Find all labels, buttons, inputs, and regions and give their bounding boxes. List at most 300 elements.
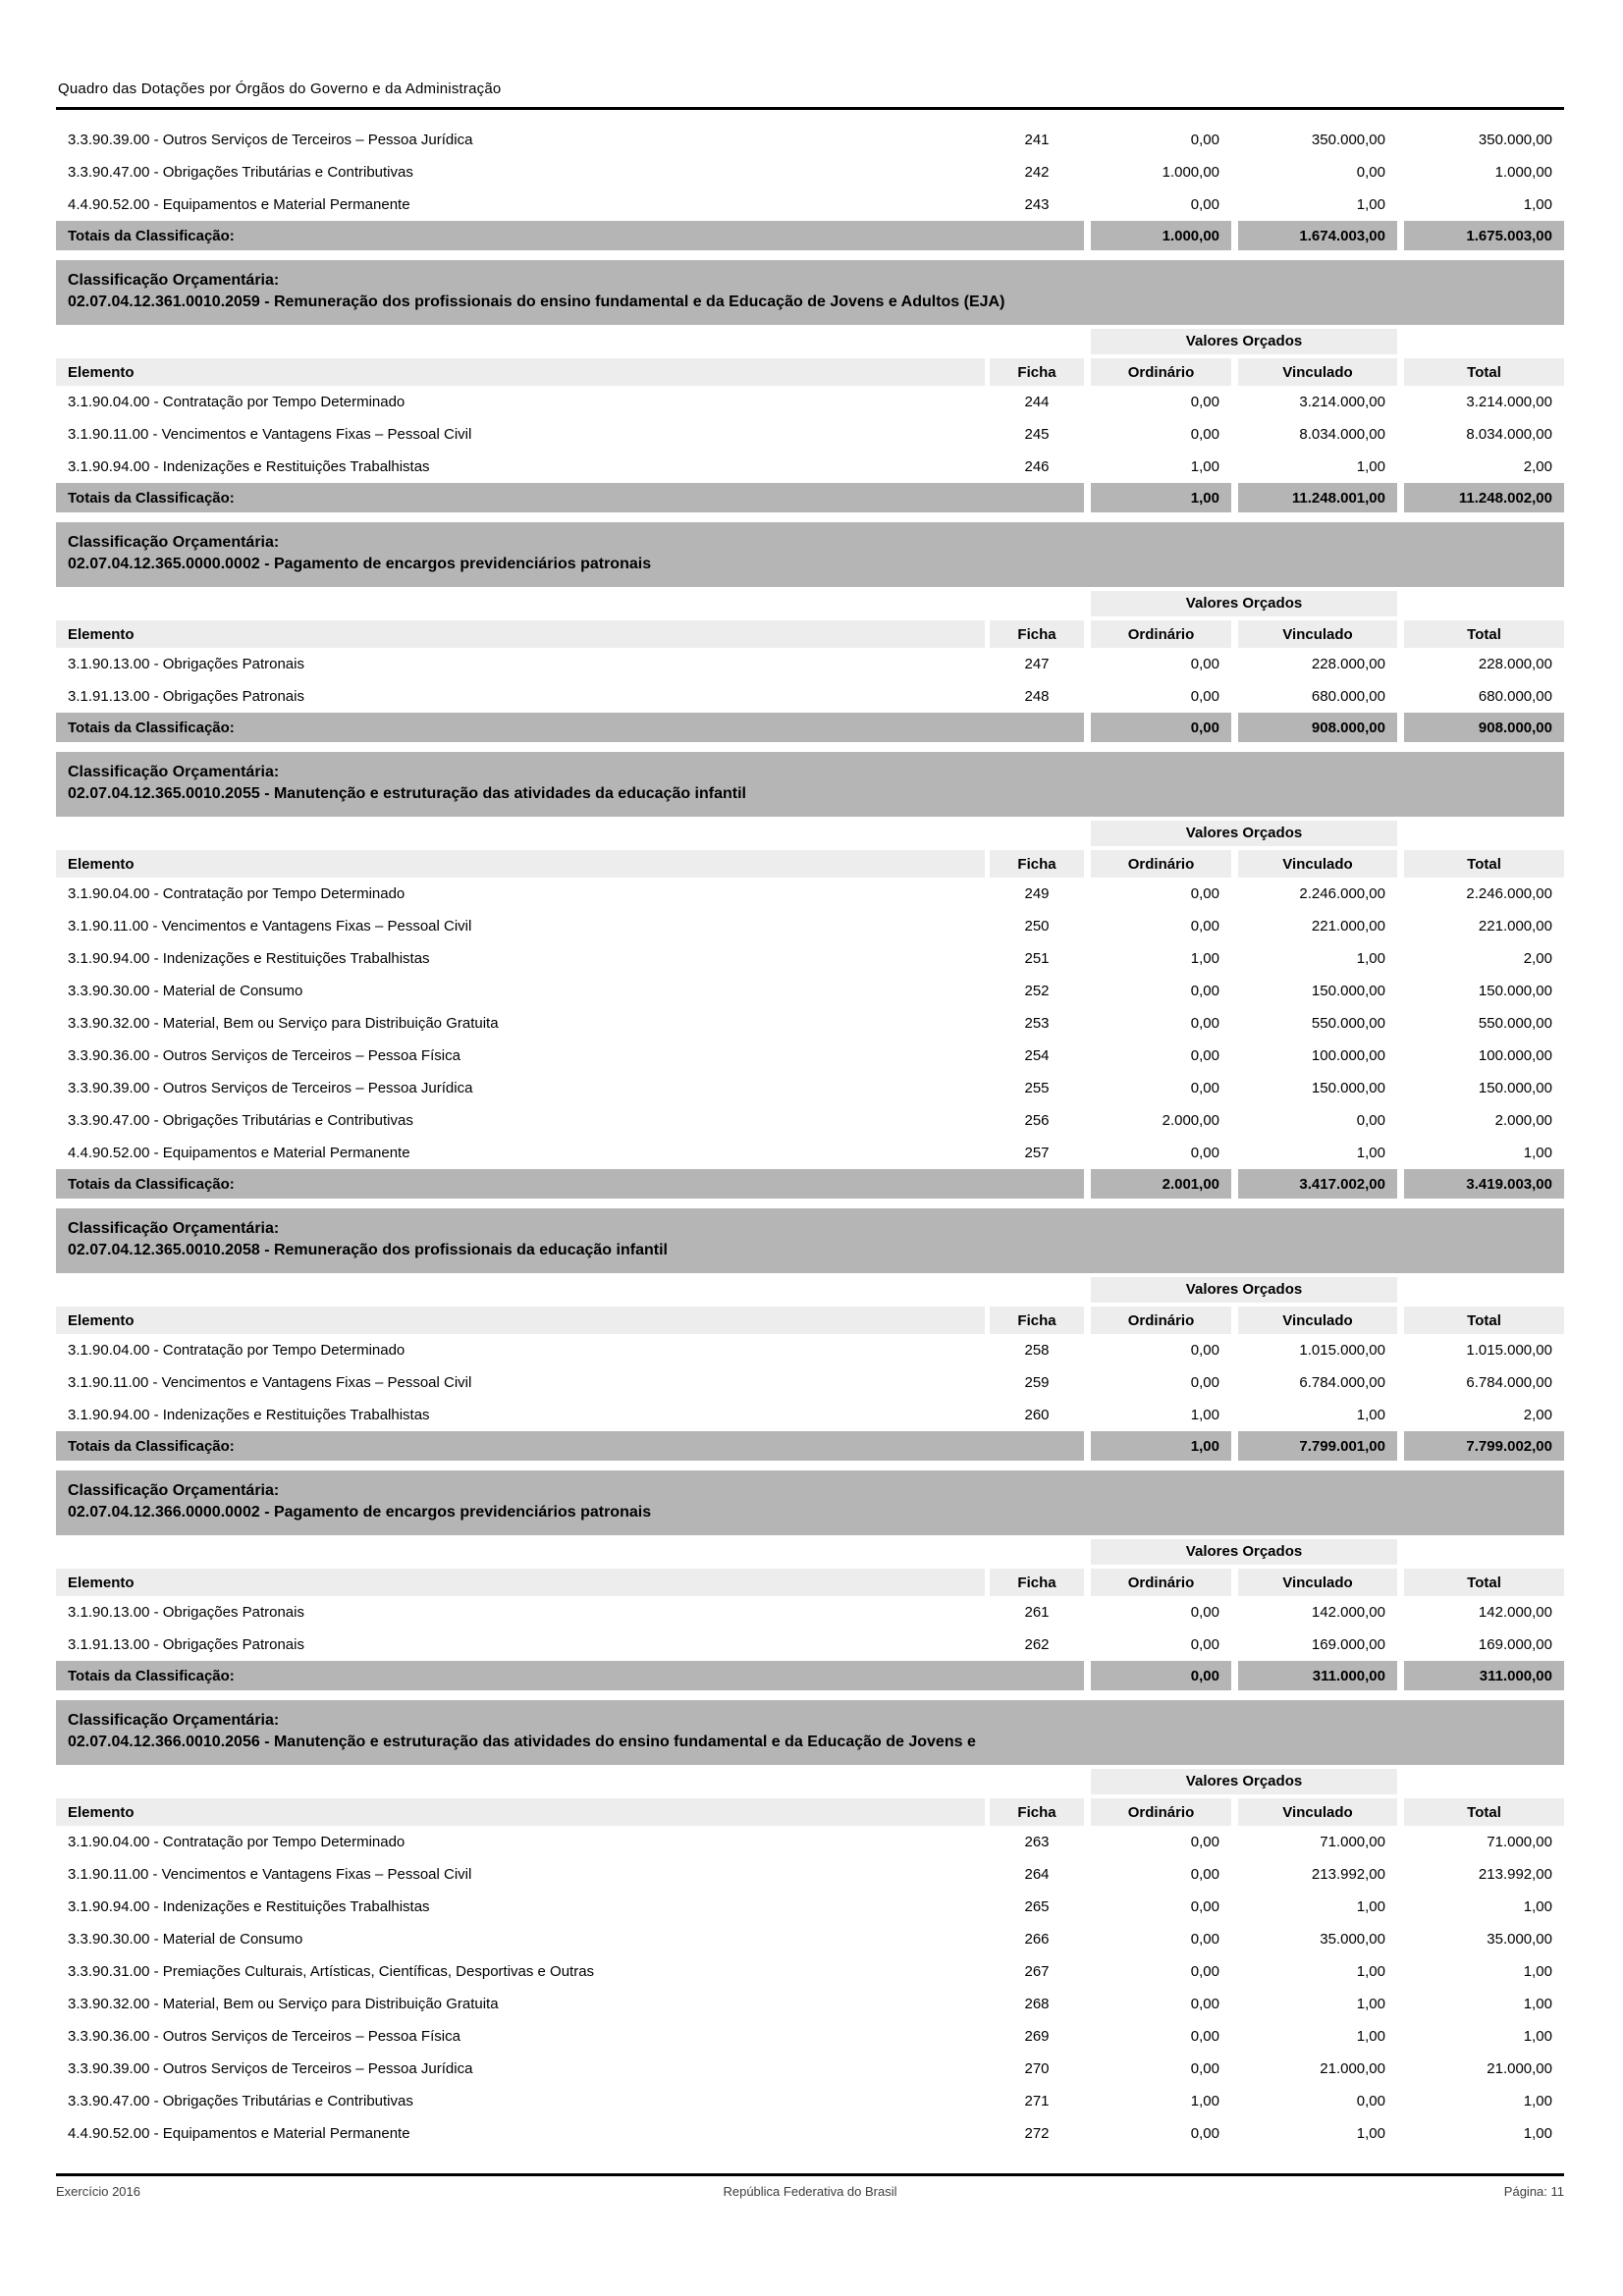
table-row bbox=[56, 451, 1564, 483]
totals-total: 1.675.003,00 bbox=[1404, 221, 1564, 250]
totals-ordinario: 1,00 bbox=[1091, 1431, 1231, 1461]
table-row bbox=[56, 680, 1564, 713]
table-row bbox=[56, 1104, 1564, 1137]
row-total: 350.000,00 bbox=[1478, 132, 1552, 148]
row-elemento: 3.1.90.04.00 - Contratação por Tempo Determinado bbox=[68, 394, 406, 410]
row-ordinario: 0,00 bbox=[1190, 2060, 1219, 2077]
row-total: 1,00 bbox=[1523, 2093, 1552, 2109]
row-total: 2,00 bbox=[1523, 950, 1552, 967]
row-total: 1,00 bbox=[1523, 2028, 1552, 2045]
classification-band bbox=[56, 1208, 1564, 1273]
column-header-elemento: Elemento bbox=[56, 1569, 985, 1596]
row-vinculado: 0,00 bbox=[1356, 1112, 1385, 1129]
column-header-vinculado: Vinculado bbox=[1238, 1798, 1397, 1826]
row-ficha: 243 bbox=[1024, 196, 1050, 213]
row-total: 2.246.000,00 bbox=[1466, 885, 1552, 902]
row-total: 680.000,00 bbox=[1478, 688, 1552, 705]
row-total: 142.000,00 bbox=[1478, 1604, 1552, 1621]
row-elemento: 3.3.90.36.00 - Outros Serviços de Terceiros – Pessoa Física bbox=[68, 2028, 460, 2045]
table-row bbox=[56, 1858, 1564, 1891]
table-header-row bbox=[56, 850, 1564, 878]
row-ordinario: 0,00 bbox=[1190, 983, 1219, 999]
classification-band bbox=[56, 522, 1564, 587]
row-ordinario: 0,00 bbox=[1190, 885, 1219, 902]
row-vinculado: 169.000,00 bbox=[1311, 1636, 1385, 1653]
row-ficha: 256 bbox=[1024, 1112, 1050, 1129]
row-elemento: 3.1.90.11.00 - Vencimentos e Vantagens Fixas – Pessoal Civil bbox=[68, 1866, 472, 1883]
column-header-ordinario: Ordinário bbox=[1091, 850, 1231, 878]
classification-label: Classificação Orçamentária: bbox=[68, 1712, 280, 1729]
column-header-elemento: Elemento bbox=[56, 850, 985, 878]
classification-band bbox=[56, 1700, 1564, 1765]
row-vinculado: 1,00 bbox=[1356, 1407, 1385, 1423]
valores-orcados-label: Valores Orçados bbox=[1091, 1769, 1397, 1794]
table-row bbox=[56, 2117, 1564, 2150]
totals-vinculado: 1.674.003,00 bbox=[1238, 221, 1397, 250]
column-header-elemento: Elemento bbox=[56, 358, 985, 386]
row-ficha: 245 bbox=[1024, 426, 1050, 443]
row-elemento: 3.3.90.32.00 - Material, Bem ou Serviço para Distribuição Gratuita bbox=[68, 1015, 499, 1032]
row-total: 150.000,00 bbox=[1478, 983, 1552, 999]
classification-label: Classificação Orçamentária: bbox=[68, 272, 280, 289]
footer-left-text: Exercício 2016 bbox=[56, 2184, 140, 2199]
totals-label: Totais da Classificação: bbox=[56, 1431, 1084, 1461]
row-vinculado: 1,00 bbox=[1356, 196, 1385, 213]
column-header-ordinario: Ordinário bbox=[1091, 1569, 1231, 1596]
classification-code: 02.07.04.12.361.0010.2059 - Remuneração dos profissionais do ensino fundamental e da Educação de Jovens e Adultos (EJA) bbox=[68, 294, 1005, 310]
table-row bbox=[56, 1629, 1564, 1661]
table-row bbox=[56, 1040, 1564, 1072]
row-ordinario: 0,00 bbox=[1190, 1604, 1219, 1621]
row-ordinario: 2.000,00 bbox=[1162, 1112, 1219, 1129]
row-ordinario: 0,00 bbox=[1190, 196, 1219, 213]
row-total: 213.992,00 bbox=[1478, 1866, 1552, 1883]
classification-band bbox=[56, 752, 1564, 817]
column-header-total: Total bbox=[1404, 1307, 1564, 1334]
table-row bbox=[56, 2053, 1564, 2085]
valores-orcados-row bbox=[56, 591, 1564, 616]
classification-label: Classificação Orçamentária: bbox=[68, 1220, 280, 1237]
row-vinculado: 550.000,00 bbox=[1311, 1015, 1385, 1032]
row-ordinario: 1,00 bbox=[1190, 458, 1219, 475]
page-title: Quadro das Dotações por Órgãos do Governo e da Administração bbox=[56, 80, 1564, 110]
row-vinculado: 71.000,00 bbox=[1320, 1834, 1385, 1850]
row-total: 1,00 bbox=[1523, 1898, 1552, 1915]
valores-orcados-label: Valores Orçados bbox=[1091, 1539, 1397, 1565]
table-row bbox=[56, 975, 1564, 1007]
valores-orcados-label: Valores Orçados bbox=[1091, 1277, 1397, 1303]
row-ficha: 264 bbox=[1024, 1866, 1050, 1883]
row-total: 2.000,00 bbox=[1494, 1112, 1552, 1129]
row-vinculado: 680.000,00 bbox=[1311, 688, 1385, 705]
table-row bbox=[56, 1891, 1564, 1923]
totals-vinculado: 311.000,00 bbox=[1238, 1661, 1397, 1690]
row-ordinario: 0,00 bbox=[1190, 2125, 1219, 2142]
row-vinculado: 100.000,00 bbox=[1311, 1047, 1385, 1064]
valores-orcados-row bbox=[56, 329, 1564, 354]
row-elemento: 4.4.90.52.00 - Equipamentos e Material Permanente bbox=[68, 2125, 410, 2142]
totals-vinculado: 908.000,00 bbox=[1238, 713, 1397, 742]
row-vinculado: 3.214.000,00 bbox=[1299, 394, 1385, 410]
row-elemento: 3.3.90.39.00 - Outros Serviços de Terceiros – Pessoa Jurídica bbox=[68, 1080, 473, 1096]
classification-section bbox=[56, 260, 1564, 512]
row-ficha: 244 bbox=[1024, 394, 1050, 410]
row-total: 3.214.000,00 bbox=[1466, 394, 1552, 410]
valores-orcados-label: Valores Orçados bbox=[1091, 821, 1397, 846]
row-total: 2,00 bbox=[1523, 458, 1552, 475]
column-header-ficha: Ficha bbox=[990, 1569, 1084, 1596]
row-total: 150.000,00 bbox=[1478, 1080, 1552, 1096]
row-ficha: 266 bbox=[1024, 1931, 1050, 1948]
table-header-row bbox=[56, 1307, 1564, 1334]
row-total: 1,00 bbox=[1523, 2125, 1552, 2142]
totals-row bbox=[56, 483, 1564, 512]
column-header-ficha: Ficha bbox=[990, 1798, 1084, 1826]
totals-row bbox=[56, 713, 1564, 742]
totals-total: 908.000,00 bbox=[1404, 713, 1564, 742]
row-ficha: 268 bbox=[1024, 1996, 1050, 2012]
column-header-ficha: Ficha bbox=[990, 620, 1084, 648]
valores-orcados-label: Valores Orçados bbox=[1091, 591, 1397, 616]
classification-label: Classificação Orçamentária: bbox=[68, 534, 280, 551]
table-header-row bbox=[56, 358, 1564, 386]
row-vinculado: 150.000,00 bbox=[1311, 1080, 1385, 1096]
table-row bbox=[56, 648, 1564, 680]
totals-total: 7.799.002,00 bbox=[1404, 1431, 1564, 1461]
row-elemento: 3.3.90.32.00 - Material, Bem ou Serviço para Distribuição Gratuita bbox=[68, 1996, 499, 2012]
row-ficha: 272 bbox=[1024, 2125, 1050, 2142]
row-vinculado: 228.000,00 bbox=[1311, 656, 1385, 672]
row-ficha: 269 bbox=[1024, 2028, 1050, 2045]
row-ficha: 241 bbox=[1024, 132, 1050, 148]
row-total: 21.000,00 bbox=[1487, 2060, 1552, 2077]
table-body bbox=[56, 648, 1564, 713]
column-header-ordinario: Ordinário bbox=[1091, 1307, 1231, 1334]
row-ordinario: 0,00 bbox=[1190, 1834, 1219, 1850]
row-total: 1,00 bbox=[1523, 1963, 1552, 1980]
column-header-total: Total bbox=[1404, 1569, 1564, 1596]
row-ordinario: 0,00 bbox=[1190, 426, 1219, 443]
row-ordinario: 0,00 bbox=[1190, 1080, 1219, 1096]
row-vinculado: 1,00 bbox=[1356, 950, 1385, 967]
classification-section bbox=[56, 1470, 1564, 1690]
row-ficha: 261 bbox=[1024, 1604, 1050, 1621]
row-ficha: 257 bbox=[1024, 1145, 1050, 1161]
table-row bbox=[56, 1988, 1564, 2020]
column-header-vinculado: Vinculado bbox=[1238, 850, 1397, 878]
totals-row bbox=[56, 1431, 1564, 1461]
row-elemento: 4.4.90.52.00 - Equipamentos e Material Permanente bbox=[68, 196, 410, 213]
column-header-ordinario: Ordinário bbox=[1091, 620, 1231, 648]
row-total: 1,00 bbox=[1523, 196, 1552, 213]
table-row bbox=[56, 942, 1564, 975]
row-elemento: 3.3.90.36.00 - Outros Serviços de Terceiros – Pessoa Física bbox=[68, 1047, 460, 1064]
row-ordinario: 0,00 bbox=[1190, 394, 1219, 410]
row-ficha: 265 bbox=[1024, 1898, 1050, 1915]
row-vinculado: 1,00 bbox=[1356, 1996, 1385, 2012]
totals-label: Totais da Classificação: bbox=[56, 1661, 1084, 1690]
row-elemento: 4.4.90.52.00 - Equipamentos e Material Permanente bbox=[68, 1145, 410, 1161]
valores-orcados-row bbox=[56, 1539, 1564, 1565]
column-header-ficha: Ficha bbox=[990, 1307, 1084, 1334]
table-row bbox=[56, 1366, 1564, 1399]
column-header-total: Total bbox=[1404, 620, 1564, 648]
table-row bbox=[56, 1596, 1564, 1629]
totals-total: 3.419.003,00 bbox=[1404, 1169, 1564, 1199]
totals-row bbox=[56, 1661, 1564, 1690]
totals-total: 11.248.002,00 bbox=[1404, 483, 1564, 512]
row-ordinario: 1.000,00 bbox=[1162, 164, 1219, 181]
classification-label: Classificação Orçamentária: bbox=[68, 1482, 280, 1499]
classification-band bbox=[56, 1470, 1564, 1535]
classification-code: 02.07.04.12.365.0010.2058 - Remuneração dos profissionais da educação infantil bbox=[68, 1242, 668, 1258]
row-elemento: 3.1.90.11.00 - Vencimentos e Vantagens Fixas – Pessoal Civil bbox=[68, 1374, 472, 1391]
row-vinculado: 150.000,00 bbox=[1311, 983, 1385, 999]
totals-row bbox=[56, 221, 1564, 250]
table-row bbox=[56, 1923, 1564, 1955]
classification-code: 02.07.04.12.366.0010.2056 - Manutenção e estruturação das atividades do ensino fundamental e da Educação de Jovens e bbox=[68, 1734, 976, 1750]
column-header-elemento: Elemento bbox=[56, 1307, 985, 1334]
column-header-ficha: Ficha bbox=[990, 358, 1084, 386]
row-total: 8.034.000,00 bbox=[1466, 426, 1552, 443]
row-ordinario: 0,00 bbox=[1190, 1636, 1219, 1653]
row-vinculado: 0,00 bbox=[1356, 164, 1385, 181]
table-row bbox=[56, 1955, 1564, 1988]
totals-label: Totais da Classificação: bbox=[56, 221, 1084, 250]
totals-ordinario: 1,00 bbox=[1091, 483, 1231, 512]
row-elemento: 3.3.90.39.00 - Outros Serviços de Terceiros – Pessoa Jurídica bbox=[68, 132, 473, 148]
row-ordinario: 0,00 bbox=[1190, 1866, 1219, 1883]
row-elemento: 3.3.90.47.00 - Obrigações Tributárias e Contributivas bbox=[68, 1112, 413, 1129]
totals-ordinario: 1.000,00 bbox=[1091, 221, 1231, 250]
row-ficha: 246 bbox=[1024, 458, 1050, 475]
row-ficha: 258 bbox=[1024, 1342, 1050, 1359]
column-header-elemento: Elemento bbox=[56, 620, 985, 648]
table-header-row bbox=[56, 1798, 1564, 1826]
row-ordinario: 0,00 bbox=[1190, 1047, 1219, 1064]
row-total: 1.015.000,00 bbox=[1466, 1342, 1552, 1359]
row-elemento: 3.1.90.94.00 - Indenizações e Restituições Trabalhistas bbox=[68, 950, 430, 967]
classification-section bbox=[56, 1700, 1564, 2150]
row-vinculado: 1,00 bbox=[1356, 2125, 1385, 2142]
row-vinculado: 6.784.000,00 bbox=[1299, 1374, 1385, 1391]
totals-total: 311.000,00 bbox=[1404, 1661, 1564, 1690]
table-header-row bbox=[56, 620, 1564, 648]
row-total: 1,00 bbox=[1523, 1996, 1552, 2012]
table-row bbox=[56, 1072, 1564, 1104]
row-elemento: 3.3.90.39.00 - Outros Serviços de Terceiros – Pessoa Jurídica bbox=[68, 2060, 473, 2077]
table-row bbox=[56, 188, 1564, 221]
classification-section bbox=[56, 124, 1564, 250]
table-row bbox=[56, 386, 1564, 418]
row-ficha: 270 bbox=[1024, 2060, 1050, 2077]
row-ordinario: 0,00 bbox=[1190, 132, 1219, 148]
row-elemento: 3.1.90.13.00 - Obrigações Patronais bbox=[68, 656, 304, 672]
row-elemento: 3.3.90.30.00 - Material de Consumo bbox=[68, 1931, 303, 1948]
row-ordinario: 0,00 bbox=[1190, 1931, 1219, 1948]
column-header-ficha: Ficha bbox=[990, 850, 1084, 878]
row-ficha: 263 bbox=[1024, 1834, 1050, 1850]
classification-section bbox=[56, 1208, 1564, 1461]
row-ordinario: 1,00 bbox=[1190, 1407, 1219, 1423]
row-elemento: 3.3.90.47.00 - Obrigações Tributárias e Contributivas bbox=[68, 2093, 413, 2109]
totals-ordinario: 2.001,00 bbox=[1091, 1169, 1231, 1199]
row-ordinario: 0,00 bbox=[1190, 656, 1219, 672]
row-vinculado: 0,00 bbox=[1356, 2093, 1385, 2109]
classification-code: 02.07.04.12.365.0000.0002 - Pagamento de encargos previdenciários patronais bbox=[68, 556, 652, 572]
row-vinculado: 8.034.000,00 bbox=[1299, 426, 1385, 443]
row-vinculado: 221.000,00 bbox=[1311, 918, 1385, 934]
page-footer bbox=[56, 2173, 1564, 2199]
column-header-vinculado: Vinculado bbox=[1238, 1307, 1397, 1334]
row-ficha: 254 bbox=[1024, 1047, 1050, 1064]
row-vinculado: 1,00 bbox=[1356, 1963, 1385, 1980]
row-ordinario: 0,00 bbox=[1190, 2028, 1219, 2045]
totals-ordinario: 0,00 bbox=[1091, 713, 1231, 742]
row-ordinario: 0,00 bbox=[1190, 1145, 1219, 1161]
classification-code: 02.07.04.12.365.0010.2055 - Manutenção e estruturação das atividades da educação infantil bbox=[68, 785, 746, 802]
row-vinculado: 1,00 bbox=[1356, 1145, 1385, 1161]
row-ordinario: 0,00 bbox=[1190, 1996, 1219, 2012]
table-body bbox=[56, 386, 1564, 483]
column-header-ordinario: Ordinário bbox=[1091, 358, 1231, 386]
footer-center-text: República Federativa do Brasil bbox=[723, 2184, 897, 2199]
column-header-total: Total bbox=[1404, 1798, 1564, 1826]
row-elemento: 3.1.90.11.00 - Vencimentos e Vantagens Fixas – Pessoal Civil bbox=[68, 918, 472, 934]
row-ordinario: 0,00 bbox=[1190, 1374, 1219, 1391]
totals-vinculado: 7.799.001,00 bbox=[1238, 1431, 1397, 1461]
totals-vinculado: 11.248.001,00 bbox=[1238, 483, 1397, 512]
totals-label: Totais da Classificação: bbox=[56, 483, 1084, 512]
row-ficha: 271 bbox=[1024, 2093, 1050, 2109]
totals-label: Totais da Classificação: bbox=[56, 713, 1084, 742]
classification-label: Classificação Orçamentária: bbox=[68, 764, 280, 780]
row-ficha: 252 bbox=[1024, 983, 1050, 999]
row-ficha: 253 bbox=[1024, 1015, 1050, 1032]
row-elemento: 3.1.90.94.00 - Indenizações e Restituições Trabalhistas bbox=[68, 1407, 430, 1423]
row-ficha: 250 bbox=[1024, 918, 1050, 934]
row-vinculado: 21.000,00 bbox=[1320, 2060, 1385, 2077]
table-row bbox=[56, 418, 1564, 451]
row-ficha: 260 bbox=[1024, 1407, 1050, 1423]
row-vinculado: 35.000,00 bbox=[1320, 1931, 1385, 1948]
row-ficha: 255 bbox=[1024, 1080, 1050, 1096]
footer-right-text: Página: 11 bbox=[1503, 2184, 1564, 2199]
valores-orcados-label: Valores Orçados bbox=[1091, 329, 1397, 354]
row-elemento: 3.1.91.13.00 - Obrigações Patronais bbox=[68, 688, 304, 705]
row-elemento: 3.1.90.13.00 - Obrigações Patronais bbox=[68, 1604, 304, 1621]
row-elemento: 3.1.90.11.00 - Vencimentos e Vantagens Fixas – Pessoal Civil bbox=[68, 426, 472, 443]
row-total: 100.000,00 bbox=[1478, 1047, 1552, 1064]
row-ordinario: 1,00 bbox=[1190, 2093, 1219, 2109]
row-elemento: 3.1.90.94.00 - Indenizações e Restituições Trabalhistas bbox=[68, 458, 430, 475]
row-total: 71.000,00 bbox=[1487, 1834, 1552, 1850]
row-total: 1,00 bbox=[1523, 1145, 1552, 1161]
row-total: 35.000,00 bbox=[1487, 1931, 1552, 1948]
row-elemento: 3.1.90.94.00 - Indenizações e Restituições Trabalhistas bbox=[68, 1898, 430, 1915]
table-body bbox=[56, 878, 1564, 1169]
valores-orcados-row bbox=[56, 1277, 1564, 1303]
row-ordinario: 0,00 bbox=[1190, 918, 1219, 934]
classification-section bbox=[56, 752, 1564, 1199]
table-body bbox=[56, 124, 1564, 221]
row-ficha: 251 bbox=[1024, 950, 1050, 967]
table-row bbox=[56, 1826, 1564, 1858]
row-total: 228.000,00 bbox=[1478, 656, 1552, 672]
classification-code: 02.07.04.12.366.0000.0002 - Pagamento de encargos previdenciários patronais bbox=[68, 1504, 652, 1521]
table-row bbox=[56, 1007, 1564, 1040]
row-total: 169.000,00 bbox=[1478, 1636, 1552, 1653]
column-header-elemento: Elemento bbox=[56, 1798, 985, 1826]
row-vinculado: 2.246.000,00 bbox=[1299, 885, 1385, 902]
row-total: 2,00 bbox=[1523, 1407, 1552, 1423]
table-row bbox=[56, 156, 1564, 188]
row-vinculado: 1.015.000,00 bbox=[1299, 1342, 1385, 1359]
row-ficha: 242 bbox=[1024, 164, 1050, 181]
row-elemento: 3.1.90.04.00 - Contratação por Tempo Determinado bbox=[68, 1342, 406, 1359]
row-vinculado: 350.000,00 bbox=[1311, 132, 1385, 148]
row-elemento: 3.3.90.30.00 - Material de Consumo bbox=[68, 983, 303, 999]
row-ordinario: 0,00 bbox=[1190, 1015, 1219, 1032]
column-header-total: Total bbox=[1404, 850, 1564, 878]
row-elemento: 3.1.90.04.00 - Contratação por Tempo Determinado bbox=[68, 885, 406, 902]
table-body bbox=[56, 1596, 1564, 1661]
row-vinculado: 1,00 bbox=[1356, 1898, 1385, 1915]
table-row bbox=[56, 2020, 1564, 2053]
valores-orcados-row bbox=[56, 1769, 1564, 1794]
row-elemento: 3.1.91.13.00 - Obrigações Patronais bbox=[68, 1636, 304, 1653]
table-row bbox=[56, 124, 1564, 156]
valores-orcados-row bbox=[56, 821, 1564, 846]
classification-band bbox=[56, 260, 1564, 325]
row-ficha: 259 bbox=[1024, 1374, 1050, 1391]
table-row bbox=[56, 878, 1564, 910]
column-header-ordinario: Ordinário bbox=[1091, 1798, 1231, 1826]
table-header-row bbox=[56, 1569, 1564, 1596]
row-total: 1.000,00 bbox=[1494, 164, 1552, 181]
table-row bbox=[56, 2085, 1564, 2117]
row-total: 6.784.000,00 bbox=[1466, 1374, 1552, 1391]
row-ordinario: 0,00 bbox=[1190, 1963, 1219, 1980]
totals-row bbox=[56, 1169, 1564, 1199]
row-vinculado: 142.000,00 bbox=[1311, 1604, 1385, 1621]
row-ficha: 262 bbox=[1024, 1636, 1050, 1653]
row-elemento: 3.3.90.31.00 - Premiações Culturais, Artísticas, Científicas, Desportivas e Outras bbox=[68, 1963, 595, 1980]
row-vinculado: 1,00 bbox=[1356, 458, 1385, 475]
row-elemento: 3.3.90.47.00 - Obrigações Tributárias e Contributivas bbox=[68, 164, 413, 181]
row-ordinario: 0,00 bbox=[1190, 1898, 1219, 1915]
column-header-vinculado: Vinculado bbox=[1238, 1569, 1397, 1596]
row-ficha: 249 bbox=[1024, 885, 1050, 902]
row-vinculado: 1,00 bbox=[1356, 2028, 1385, 2045]
row-vinculado: 213.992,00 bbox=[1311, 1866, 1385, 1883]
totals-label: Totais da Classificação: bbox=[56, 1169, 1084, 1199]
totals-ordinario: 0,00 bbox=[1091, 1661, 1231, 1690]
row-ordinario: 0,00 bbox=[1190, 688, 1219, 705]
row-ordinario: 1,00 bbox=[1190, 950, 1219, 967]
column-header-vinculado: Vinculado bbox=[1238, 358, 1397, 386]
row-total: 221.000,00 bbox=[1478, 918, 1552, 934]
table-body bbox=[56, 1826, 1564, 2150]
totals-vinculado: 3.417.002,00 bbox=[1238, 1169, 1397, 1199]
row-ficha: 247 bbox=[1024, 656, 1050, 672]
column-header-total: Total bbox=[1404, 358, 1564, 386]
column-header-vinculado: Vinculado bbox=[1238, 620, 1397, 648]
row-ordinario: 0,00 bbox=[1190, 1342, 1219, 1359]
row-elemento: 3.1.90.04.00 - Contratação por Tempo Determinado bbox=[68, 1834, 406, 1850]
table-row bbox=[56, 1399, 1564, 1431]
row-ficha: 248 bbox=[1024, 688, 1050, 705]
